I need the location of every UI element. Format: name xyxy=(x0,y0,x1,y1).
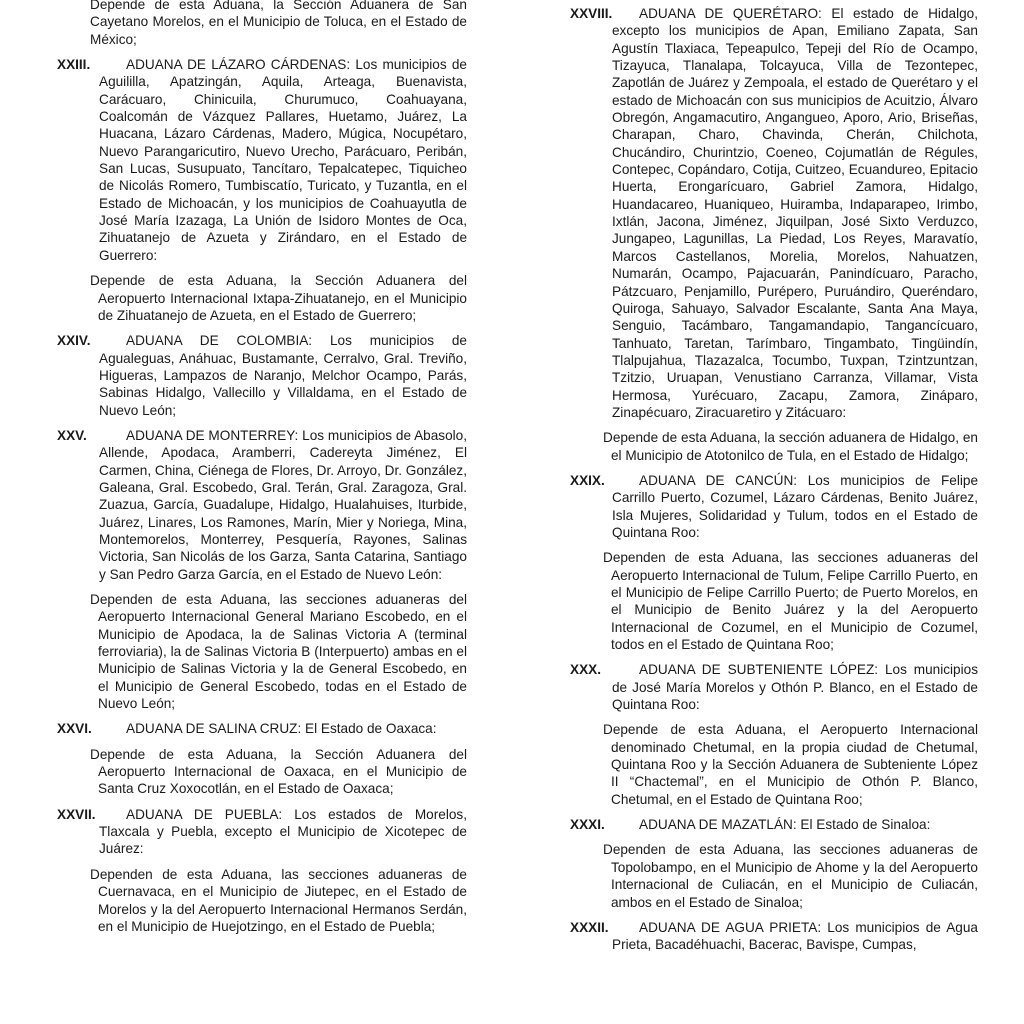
section-numeral: XXIV. xyxy=(57,333,91,349)
section-paragraph xyxy=(570,661,978,713)
section-paragraph xyxy=(570,472,978,541)
dependent-section-paragraph: Dependen de esta Aduana, las secciones aduaneras de Cuernavaca, en el Municipio de Jiutepec, en el Estado de Morelos y la del Aeropuerto Internacional Hermanos Serdán, en el Municipio de Huejotzingo, en el Estado de Puebla; xyxy=(90,866,467,934)
dependent-section-paragraph: Dependen de esta Aduana, las secciones aduaneras del Aeropuerto Internacional General Mariano Escobedo, en el Municipio de Apodaca, la de Salinas Victoria A (terminal ferroviaria), la de Salinas Victoria B (Interpuerto) ambas en el Municipio de Salinas Victoria y la de General Escobedo, en el Municipio de General Escobedo, todas en el Estado de Nuevo León; xyxy=(90,592,467,712)
left-top-continuation: Depende de esta Aduana, la Sección Aduanera de San Cayetano Morelos, en el Municipio de Toluca, en el Estado de México; xyxy=(90,0,467,47)
section-paragraph xyxy=(570,919,978,954)
section-paragraph xyxy=(57,56,467,264)
section-numeral: XXXI. xyxy=(570,817,605,833)
section-text: ADUANA DE QUERÉTARO: El estado de Hidalgo, excepto los municipios de Apan, Emiliano Zapata, San Agustín Tlaxiaca, Tepeapulco, Tepeji del Río de Ocampo, Tizayuca, Tlanalapa, Tolcayuca, Villa de Tezontepec, Zapotlán de Juárez y Zempoala, el estado de Querétaro y el estado de Michoacán con sus municipios de Acuitzio, Álvaro Obregón, Angamacutiro, Angangueo, Aporo, Ario, Briseñas, Charapan, Charo, Chavinda, Cherán, Chilchota, Chucándiro, Churintzio, Coeneo, Cojumatlán de Régules, Contepec, Copándaro, Cotija, Cuitzeo, Ecuandureo, Epitacio Huerta, Erongarícuaro, Gabriel Zamora, Hidalgo, Huandacareo, Huaniqueo, Huiramba, Indaparapeo, Irimbo, Ixtlán, Jacona, Jiménez, Jiquilpan, José Sixto Verduzco, Jungapeo, Lagunillas, La Piedad, Los Reyes, Maravatío, Marcos Castellanos, Morelia, Morelos, Nahuatzen, Numarán, Ocampo, Pajacuarán, Panindícuaro, Paracho, Pátzcuaro, Penjamillo, Purépero, Puruándiro, Queréndaro, Quiroga, Sahuayo, Salvador Escalante, Santa Ana Maya, Senguio, Tacámbaro, Tangamandapio, Tangancícuaro, Tanhuato, Taretan, Tarímbaro, Tingambato, Tingüindín, Tlalpujahua, Tlazazalca, Tocumbo, Tuxpan, Tzintzuntzan, Tzitzio, Uruapan, Venustiano Carranza, Villamar, Vista Hermosa, Yurécuaro, Zacapu, Zamora, Zináparo, Zinapécuaro, Ziracuaretiro y Zitácuaro: xyxy=(612,6,978,420)
section-left-3 xyxy=(57,720,467,737)
section-paragraph xyxy=(57,427,467,583)
section-text: ADUANA DE MAZATLÁN: El Estado de Sinaloa: xyxy=(639,817,931,833)
dependent-section-paragraph: Depende de esta Aduana, la Sección Aduanera del Aeropuerto Internacional de Oaxaca, en el Municipio de Santa Cruz Xoxocotlán, en el Estado de Oaxaca; xyxy=(90,746,467,797)
section-paragraph xyxy=(570,5,978,421)
section-numeral: XXVIII. xyxy=(570,6,613,21)
section-right-0 xyxy=(570,5,978,421)
right-sections xyxy=(570,5,978,954)
dependent-section-paragraph: Depende de esta Aduana, la Sección Aduanera del Aeropuerto Internacional Ixtapa-Zihuatanejo, en el Municipio de Zihuatanejo de Azueta, en el Estado de Guerrero; xyxy=(90,273,467,323)
left-column xyxy=(57,0,467,943)
dependent-section-paragraph: Depende de esta Aduana, el Aeropuerto Internacional denominado Chetumal, en la propia ciudad de Chetumal, Quintana Roo y la Sección Aduanera de Subteniente López II “Chactemal”, en el Municipio de Othón P. Blanco, Chetumal, en el Estado de Quintana Roo; xyxy=(603,722,978,807)
section-text: ADUANA DE LÁZARO CÁRDENAS: Los municipios de Aguililla, Apatzingán, Aquila, Arteaga, Buenavista, Carácuaro, Chinicuila, Churumuco, Coahuayana, Coalcomán de Vázquez Pallares, Huetamo, Juárez, La Huacana, Lázaro Cárdenas, Madero, Múgica, Nocupétaro, Nuevo Parangaricutiro, Nuevo Urecho, Parácuaro, Peribán, San Lucas, Susupuato, Tancítaro, Tepalcatepec, Tiquicheo de Nicolás Romero, Tumbiscatío, Turicato, y Tuzantla, en el Estado de Michoacán, y los municipios de Coahuayutla de José María Izazaga, La Unión de Isidoro Montes de Oca, Zihuatanejo de Azueta y Zirándaro, en el Estado de Guerrero: xyxy=(99,57,467,263)
section-text: ADUANA DE SUBTENIENTE LÓPEZ: Los municipios de José María Morelos y Othón P. Blanco, en el Estado de Quintana Roo: xyxy=(612,662,978,713)
section-paragraph xyxy=(57,332,467,419)
section-paragraph xyxy=(570,816,978,833)
dependent-section-paragraph: Dependen de esta Aduana, las secciones aduaneras de Topolobampo, en el Municipio de Ahome y la del Aeropuerto Internacional de Culiacán, en el Municipio de Culiacán, ambos en el Estado de Sinaloa; xyxy=(603,842,978,910)
left-sections xyxy=(57,56,467,935)
section-numeral: XXVII. xyxy=(57,806,96,822)
section-text: ADUANA DE CANCÚN: Los municipios de Felipe Carrillo Puerto, Cozumel, Lázaro Cárdenas, Benito Juárez, Isla Mujeres, Solidaridad y Tulum, todos en el Estado de Quintana Roo: xyxy=(612,472,978,540)
section-text: ADUANA DE MONTERREY: Los municipios de Abasolo, Allende, Apodaca, Aramberri, Cadereyta Jiménez, El Carmen, China, Ciénega de Flores, Dr. Arroyo, Dr. González, Galeana, Gral. Escobedo, Gral. Terán, Gral. Zaragoza, Gral. Zuazua, García, Guadalupe, Hidalgo, Hualahuises, Iturbide, Juárez, Linares, Los Ramones, Marín, Mier y Noriega, Mina, Montemorelos, Monterrey, Pesquería, Rayones, Salinas Victoria, San Nicolás de los Garza, Santa Catarina, Santiago y San Pedro Garza García, en el Estado de Nuevo León: xyxy=(99,427,467,582)
dependent-section-paragraph: Depende de esta Aduana, la sección aduanera de Hidalgo, en el Municipio de Atotonilco de Tula, en el Estado de Hidalgo; xyxy=(603,430,978,463)
section-left-0 xyxy=(57,56,467,264)
section-left-2 xyxy=(57,427,467,583)
section-paragraph xyxy=(57,720,467,737)
section-numeral: XXVI. xyxy=(57,721,92,737)
section-right-1 xyxy=(570,472,978,541)
section-numeral: XXIII. xyxy=(57,57,91,73)
dependent-section-paragraph: Dependen de esta Aduana, las secciones aduaneras del Aeropuerto Internacional de Tulum, Felipe Carrillo Puerto, en el Municipio de Felipe Carrillo Puerto; de Puerto Morelos, en el Municipio de Benito Juárez y la del Aeropuerto Internacional de Cozumel, en el Municipio de Cozumel, todos en el Estado de Quintana Roo; xyxy=(603,550,978,653)
section-right-3 xyxy=(570,816,978,833)
section-left-1 xyxy=(57,332,467,419)
section-text: ADUANA DE PUEBLA: Los estados de Morelos, Tlaxcala y Puebla, excepto el Municipio de Xicotepec de Juárez: xyxy=(99,806,467,857)
section-right-2 xyxy=(570,661,978,713)
section-numeral: XXX. xyxy=(570,662,601,678)
section-right-4 xyxy=(570,919,978,954)
section-text: ADUANA DE SALINA CRUZ: El Estado de Oaxaca: xyxy=(126,721,437,737)
section-numeral: XXV. xyxy=(57,427,87,443)
section-text: ADUANA DE AGUA PRIETA: Los municipios de Agua Prieta, Bacadéhuachi, Bacerac, Bavispe, Cumpas, xyxy=(612,919,978,953)
right-column xyxy=(570,5,978,962)
section-left-4 xyxy=(57,806,467,858)
section-numeral: XXXII. xyxy=(570,919,609,935)
section-text: ADUANA DE COLOMBIA: Los municipios de Agualeguas, Anáhuac, Bustamante, Cerralvo, Gral. Treviño, Higueras, Lampazos de Naranjo, Melchor Ocampo, Parás, Sabinas Hidalgo, Vallecillo y Villaldama, en el Estado de Nuevo León; xyxy=(99,333,467,418)
section-numeral: XXIX. xyxy=(570,472,605,488)
section-paragraph xyxy=(57,806,467,858)
